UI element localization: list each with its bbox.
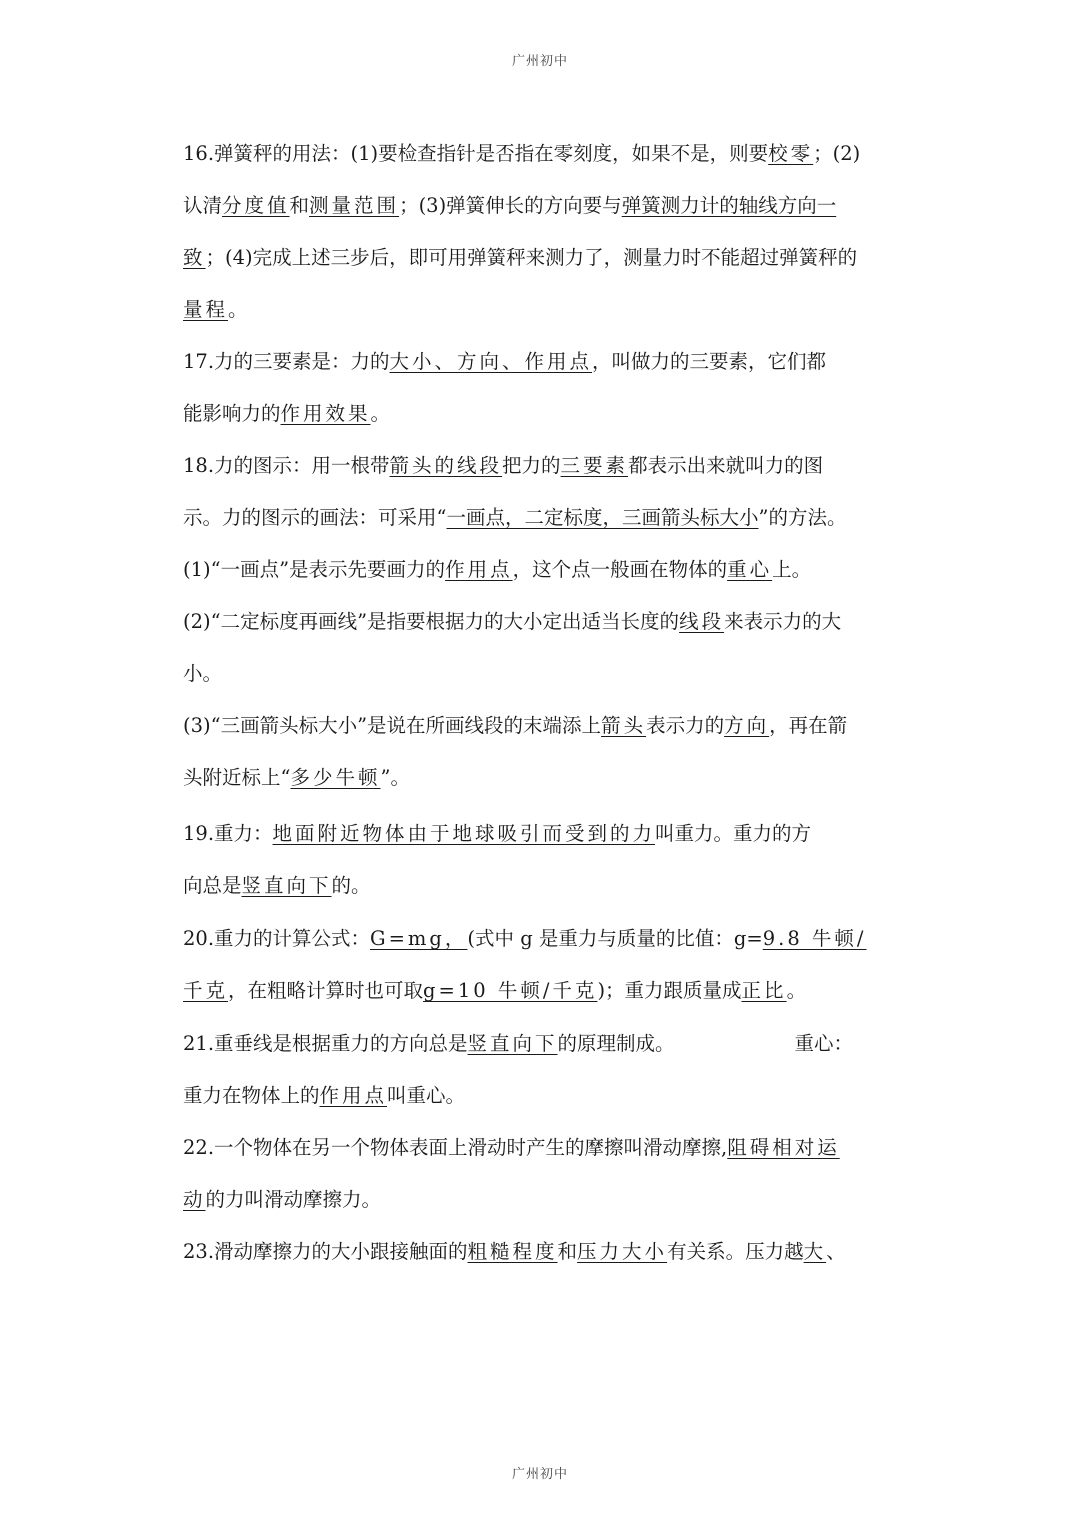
footer-watermark: 广州初中 <box>511 1467 568 1482</box>
line-text: 小。 <box>183 662 223 685</box>
fill-in-answer: 作用点 <box>445 558 513 581</box>
fill-in-answer: 压力大小 <box>577 1240 668 1263</box>
header-watermark: 广州初中 <box>511 54 568 69</box>
text-line <box>183 138 860 170</box>
line-text: 的原理制成。 <box>557 1032 675 1055</box>
line-text: 19.重力： <box>183 822 273 845</box>
text-line <box>183 1080 465 1112</box>
line-text: 上。 <box>772 558 812 581</box>
line-text: (2)“二定标度再画线”是指要根据力的大小定出适当长度的 <box>183 610 680 633</box>
line-text: 、 <box>826 1240 846 1263</box>
line-text: ”。 <box>380 766 410 789</box>
fill-in-answer: 竖直向下 <box>241 874 332 897</box>
line-text: ，叫做力的三要素，它们都 <box>592 350 827 373</box>
text-line <box>183 502 846 534</box>
fill-in-answer: 校零 <box>768 142 814 165</box>
fill-in-answer: 箭头的线段 <box>389 454 503 477</box>
fill-in-answer: 竖直向下 <box>467 1032 558 1055</box>
line-text: 表示力的 <box>646 714 725 737</box>
line-text: 的。 <box>331 874 371 897</box>
line-text: 和 <box>557 1240 578 1263</box>
text-line <box>183 1236 846 1268</box>
line-text: (3)“三画箭头标大小”是说在所画线段的末端添上 <box>183 714 602 737</box>
fill-in-answer: 9.8 牛顿/ <box>762 927 867 950</box>
line-text: )；重力跟质量成 <box>597 979 742 1002</box>
text-line <box>183 658 222 690</box>
line-text: 22.一个物体在另一个物体表面上滑动时产生的摩擦叫滑动摩擦, <box>183 1136 728 1159</box>
line-text: 把力的 <box>502 454 561 477</box>
fill-in-answer: 粗糙程度 <box>467 1240 558 1263</box>
fill-in-answer: 作用点 <box>319 1084 388 1107</box>
text-line <box>183 923 867 955</box>
fill-in-answer: 致 <box>183 246 206 269</box>
fill-in-answer: 箭头 <box>601 714 647 737</box>
text-line <box>183 554 811 586</box>
line-text: 来表示力的大 <box>724 610 842 633</box>
line-text: 20.重力的计算公式： <box>183 927 371 950</box>
fill-in-answer: 阻碍相对运 <box>727 1136 840 1159</box>
fill-in-answer: 大小、方向、作用点 <box>389 350 593 373</box>
text-line <box>183 1028 853 1060</box>
fill-in-answer: 测量范围 <box>309 194 400 217</box>
line-text: ，这个点一般画在物体的 <box>512 558 728 581</box>
fill-in-answer: 量程 <box>183 298 229 321</box>
line-text: 头附近标上“ <box>183 766 291 789</box>
line-text: 重力在物体上的 <box>183 1084 320 1107</box>
fill-in-answer: G=mg， <box>370 927 468 950</box>
line-text: 叫重力。重力的方 <box>655 822 812 845</box>
fill-in-answer: 方向 <box>724 714 770 737</box>
line-text: 有关系。压力越 <box>667 1240 804 1263</box>
line-text: 重心： <box>794 1032 854 1055</box>
fill-in-answer: 大 <box>803 1240 827 1263</box>
fill-in-answer: 多少牛顿 <box>290 766 381 789</box>
text-line <box>183 346 826 378</box>
fill-in-answer: 线段 <box>679 610 725 633</box>
line-text: 向总是 <box>183 874 242 897</box>
fill-in-answer: g=10 牛顿/千克 <box>423 979 598 1002</box>
line-text: 23.滑动摩擦力的大小跟接触面的 <box>183 1240 468 1263</box>
line-text: 。 <box>370 402 391 425</box>
line-text: ；(4)完成上述三步后，即可用弹簧秤来测力了，测量力时不能超过弹簧秤的 <box>205 246 858 269</box>
line-text: ”的方法。 <box>758 506 847 529</box>
text-line <box>183 975 806 1007</box>
fill-in-answer: 重心 <box>727 558 773 581</box>
line-text: 示。力的图示的画法：可采用“ <box>183 506 447 529</box>
text-line <box>183 870 371 902</box>
line-text: ，再在箭 <box>769 714 848 737</box>
text-line <box>183 710 847 742</box>
line-text: 能影响力的 <box>183 402 281 425</box>
fill-in-answer: 千克 <box>183 979 229 1002</box>
fill-in-answer: 分度值 <box>222 194 290 217</box>
text-line <box>183 190 836 222</box>
text-line <box>183 242 857 274</box>
text-line <box>183 818 811 850</box>
text-line <box>183 1132 840 1164</box>
line-text: 17.力的三要素是：力的 <box>183 350 390 373</box>
fill-in-answer: 动 <box>183 1188 206 1211</box>
fill-in-answer: 一画点，二定标度，三画箭头标大小 <box>446 506 759 529</box>
line-text: 18.力的图示：用一根带 <box>183 454 390 477</box>
line-text: 21.重垂线是根据重力的方向总是 <box>183 1032 468 1055</box>
line-text: 。 <box>786 979 807 1002</box>
line-text: (1)“一画点”是表示先要画力的 <box>183 558 446 581</box>
fill-in-answer: 地面附近物体由于地球吸引而受到的力 <box>272 822 656 845</box>
line-text: 16.弹簧秤的用法：(1)要检查指针是否指在零刻度，如果不是，则要 <box>183 142 769 165</box>
text-line <box>183 762 410 794</box>
fill-in-answer: 正比 <box>741 979 787 1002</box>
line-text: 和 <box>289 194 310 217</box>
text-line <box>183 606 841 638</box>
text-line <box>183 450 823 482</box>
line-text: 。 <box>228 298 248 321</box>
fill-in-answer: 三要素 <box>560 454 629 477</box>
line-text: 都表示出来就叫力的图 <box>628 454 824 477</box>
line-text: ；(2) <box>813 142 861 165</box>
text-line <box>183 398 390 430</box>
line-text: 的力叫滑动摩擦力。 <box>205 1188 382 1211</box>
line-text: 叫重心。 <box>387 1084 466 1107</box>
line-text: 认清 <box>183 194 223 217</box>
text-line <box>183 1184 381 1216</box>
line-text: ；(3)弹簧伸长的方向要与 <box>399 194 622 217</box>
line-text: ，在粗略计算时也可取 <box>228 979 424 1002</box>
text-line <box>183 294 248 326</box>
line-text: (式中 g 是重力与质量的比值：g= <box>467 927 763 950</box>
fill-in-answer: 弹簧测力计的轴线方向一 <box>621 194 837 217</box>
fill-in-answer: 作用效果 <box>280 402 371 425</box>
